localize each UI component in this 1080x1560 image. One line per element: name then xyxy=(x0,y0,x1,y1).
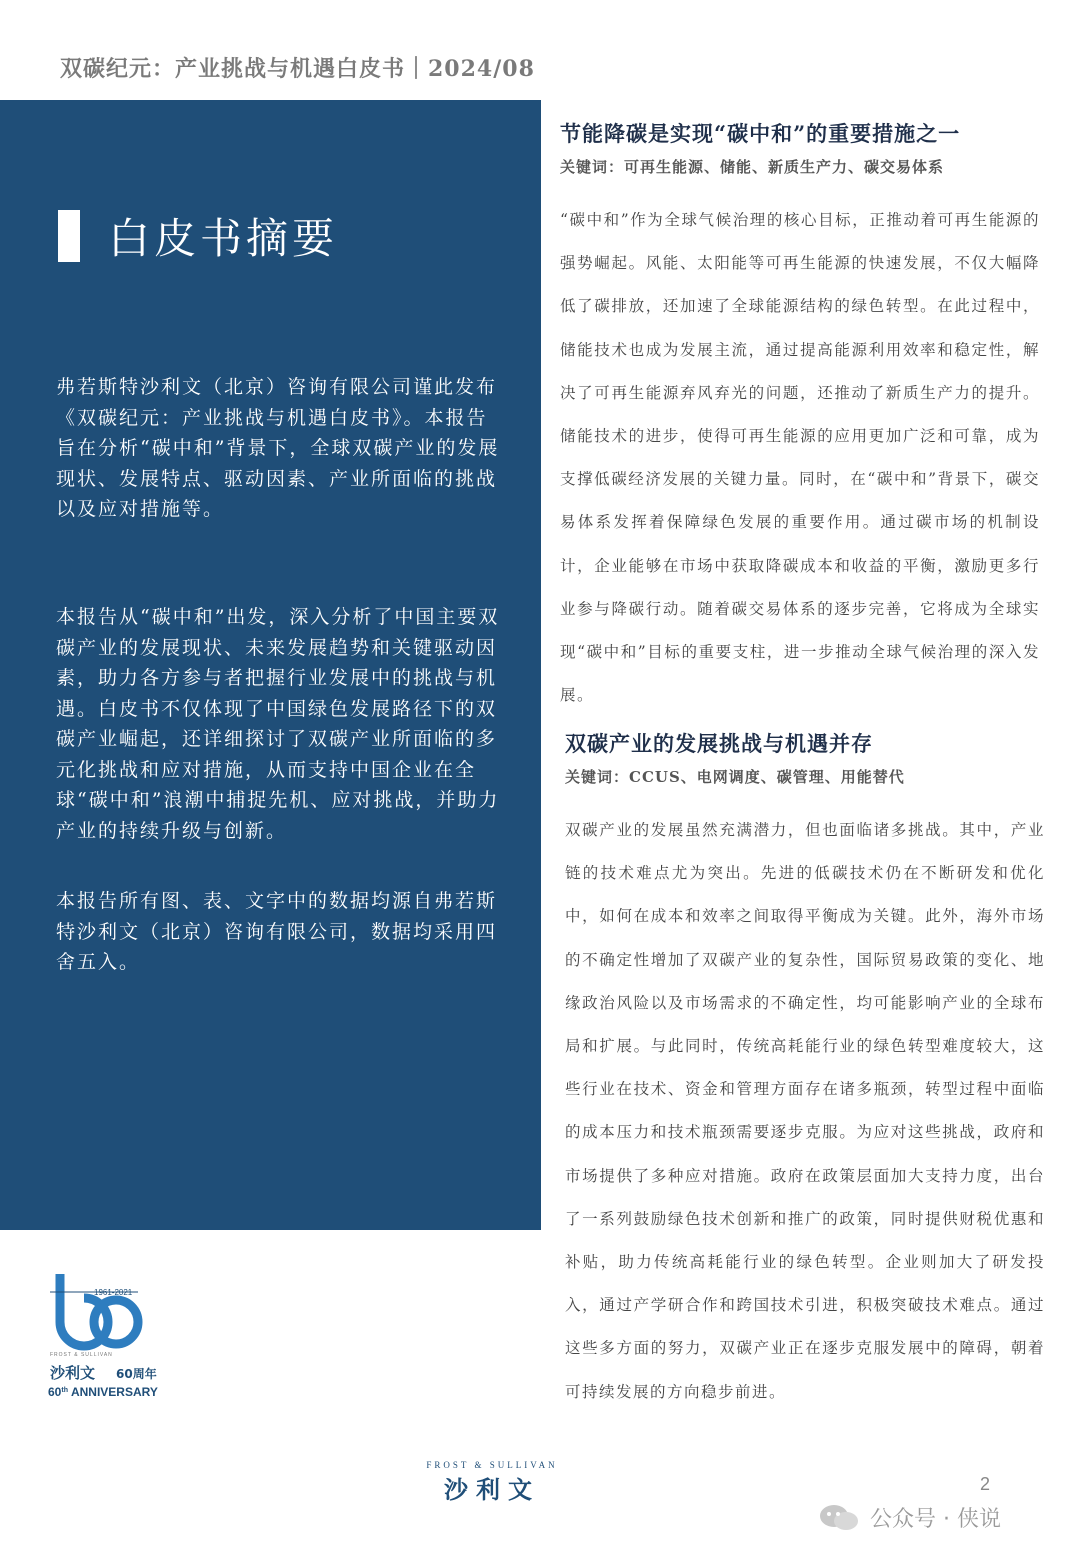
section-title: 双碳产业的发展挑战与机遇并存 xyxy=(565,731,873,756)
section-body: 双碳产业的发展虽然充满潜力，但也面临诸多挑战。其中，产业链的技术难点尤为突出。先进的低碳技术仍在不断研发和优化中，如何在成本和效率之间取得平衡成为关键。此外，海外市场的不确定性增加了双碳产业的复杂性，国际贸易政策的变化、地缘政治风险以及市场需求的不确定性，均可能影响产业的全球布局和扩展。与此同时，传统高耗能行业的绿色转型难度较大，这些行业在技术、资金和管理方面存在诸多瓶颈，转型过程中面临的成本压力和技术瓶颈需要逐步克服。为应对这些挑战，政府和市场提供了多种应对措施。政府在政策层面加大支持力度，出台了一系列鼓励绿色技术创新和推广的政策，同时提供财税优惠和补贴，助力传统高耗能行业的绿色转型。企业则加大了研发投入，通过产学研合作和跨国技术引进，积极突破技术难点。通过这些多方面的努力，双碳产业正在逐步克服发展中的障碍，朝着可持续发展的方向稳步前进。 xyxy=(565,821,1045,1401)
logo-anniversary-cn: 60周年 xyxy=(116,1367,157,1381)
summary-paragraph-2: 本报告从“碳中和”出发，深入分析了中国主要双碳产业的发展现状、未来发展趋势和关键驱动因素，助力各方参与者把握行业发展中的挑战与机遇。白皮书不仅体现了中国绿色发展路径下的双碳产业崛起，还详细探讨了双碳产业所面临的多元化挑战和应对措施，从而支持中国企业在全球“碳中和”浪潮中捕捉先机、应对挑战，并助力产业的持续升级与创新。 xyxy=(56,606,500,842)
anniversary-logo xyxy=(46,1270,176,1410)
sixty-logo-icon xyxy=(46,1270,176,1410)
summary-title: 白皮书摘要 xyxy=(108,214,339,263)
section-keywords: 关键词：CCUS、电网调度、碳管理、用能替代 xyxy=(565,768,905,786)
document-header: 双碳纪元：产业挑战与机遇白皮书｜2024/08 xyxy=(60,56,535,82)
page-number: 2 xyxy=(980,1474,991,1494)
section-energy-saving xyxy=(560,118,1040,717)
wechat-icon xyxy=(818,1503,860,1533)
section-title: 节能降碳是实现“碳中和”的重要措施之一 xyxy=(560,121,961,146)
section-challenges xyxy=(565,728,1045,1414)
logo-anniversary-en: 60th ANNIVERSARY xyxy=(48,1385,158,1399)
section-body: “碳中和”作为全球气候治理的核心目标，正推动着可再生能源的强势崛起。风能、太阳能等可再生能源的快速发展，不仅大幅降低了碳排放，还加速了全球能源结构的绿色转型。在此过程中，储能技术也成为发展主流，通过提高能源利用效率和稳定性，解决了可再生能源弃风弃光的问题，还推动了新质生产力的提升。储能技术的进步，使得可再生能源的应用更加广泛和可靠，成为支撑低碳经济发展的关键力量。同时，在“碳中和”背景下，碳交易体系发挥着保障绿色发展的重要作用。通过碳市场的机制设计，企业能够在市场中获取降碳成本和收益的平衡，激励更多行业参与降碳行动。随着碳交易体系的逐步完善，它将成为全球实现“碳中和”目标的重要支柱，进一步推动全球气候治理的深入发展。 xyxy=(560,211,1040,705)
watermark xyxy=(818,1502,1001,1533)
section-keywords: 关键词：可再生能源、储能、新质生产力、碳交易体系 xyxy=(560,158,945,176)
watermark-text: 公众号 · 侠说 xyxy=(870,1507,1001,1532)
summary-panel xyxy=(0,100,541,1230)
footer-logo xyxy=(412,1460,572,1510)
title-accent-bar xyxy=(58,210,80,262)
logo-brand-en: FROST & SULLIVAN xyxy=(50,1352,113,1358)
footer-brand-en: FROST & SULLIVAN xyxy=(426,1460,558,1470)
logo-years: 1961-2021 xyxy=(94,1288,133,1297)
logo-brand-cn: 沙利文 xyxy=(50,1364,96,1382)
footer-brand-cn: 沙利文 xyxy=(444,1476,540,1504)
summary-paragraph-1: 弗若斯特沙利文（北京）咨询有限公司谨此发布《双碳纪元：产业挑战与机遇白皮书》。本报告旨在分析“碳中和”背景下，全球双碳产业的发展现状、发展特点、驱动因素、产业所面临的挑战以及应对措施等。 xyxy=(56,376,500,520)
summary-paragraph-3: 本报告所有图、表、文字中的数据均源自弗若斯特沙利文（北京）咨询有限公司，数据均采用四舍五入。 xyxy=(56,890,498,973)
